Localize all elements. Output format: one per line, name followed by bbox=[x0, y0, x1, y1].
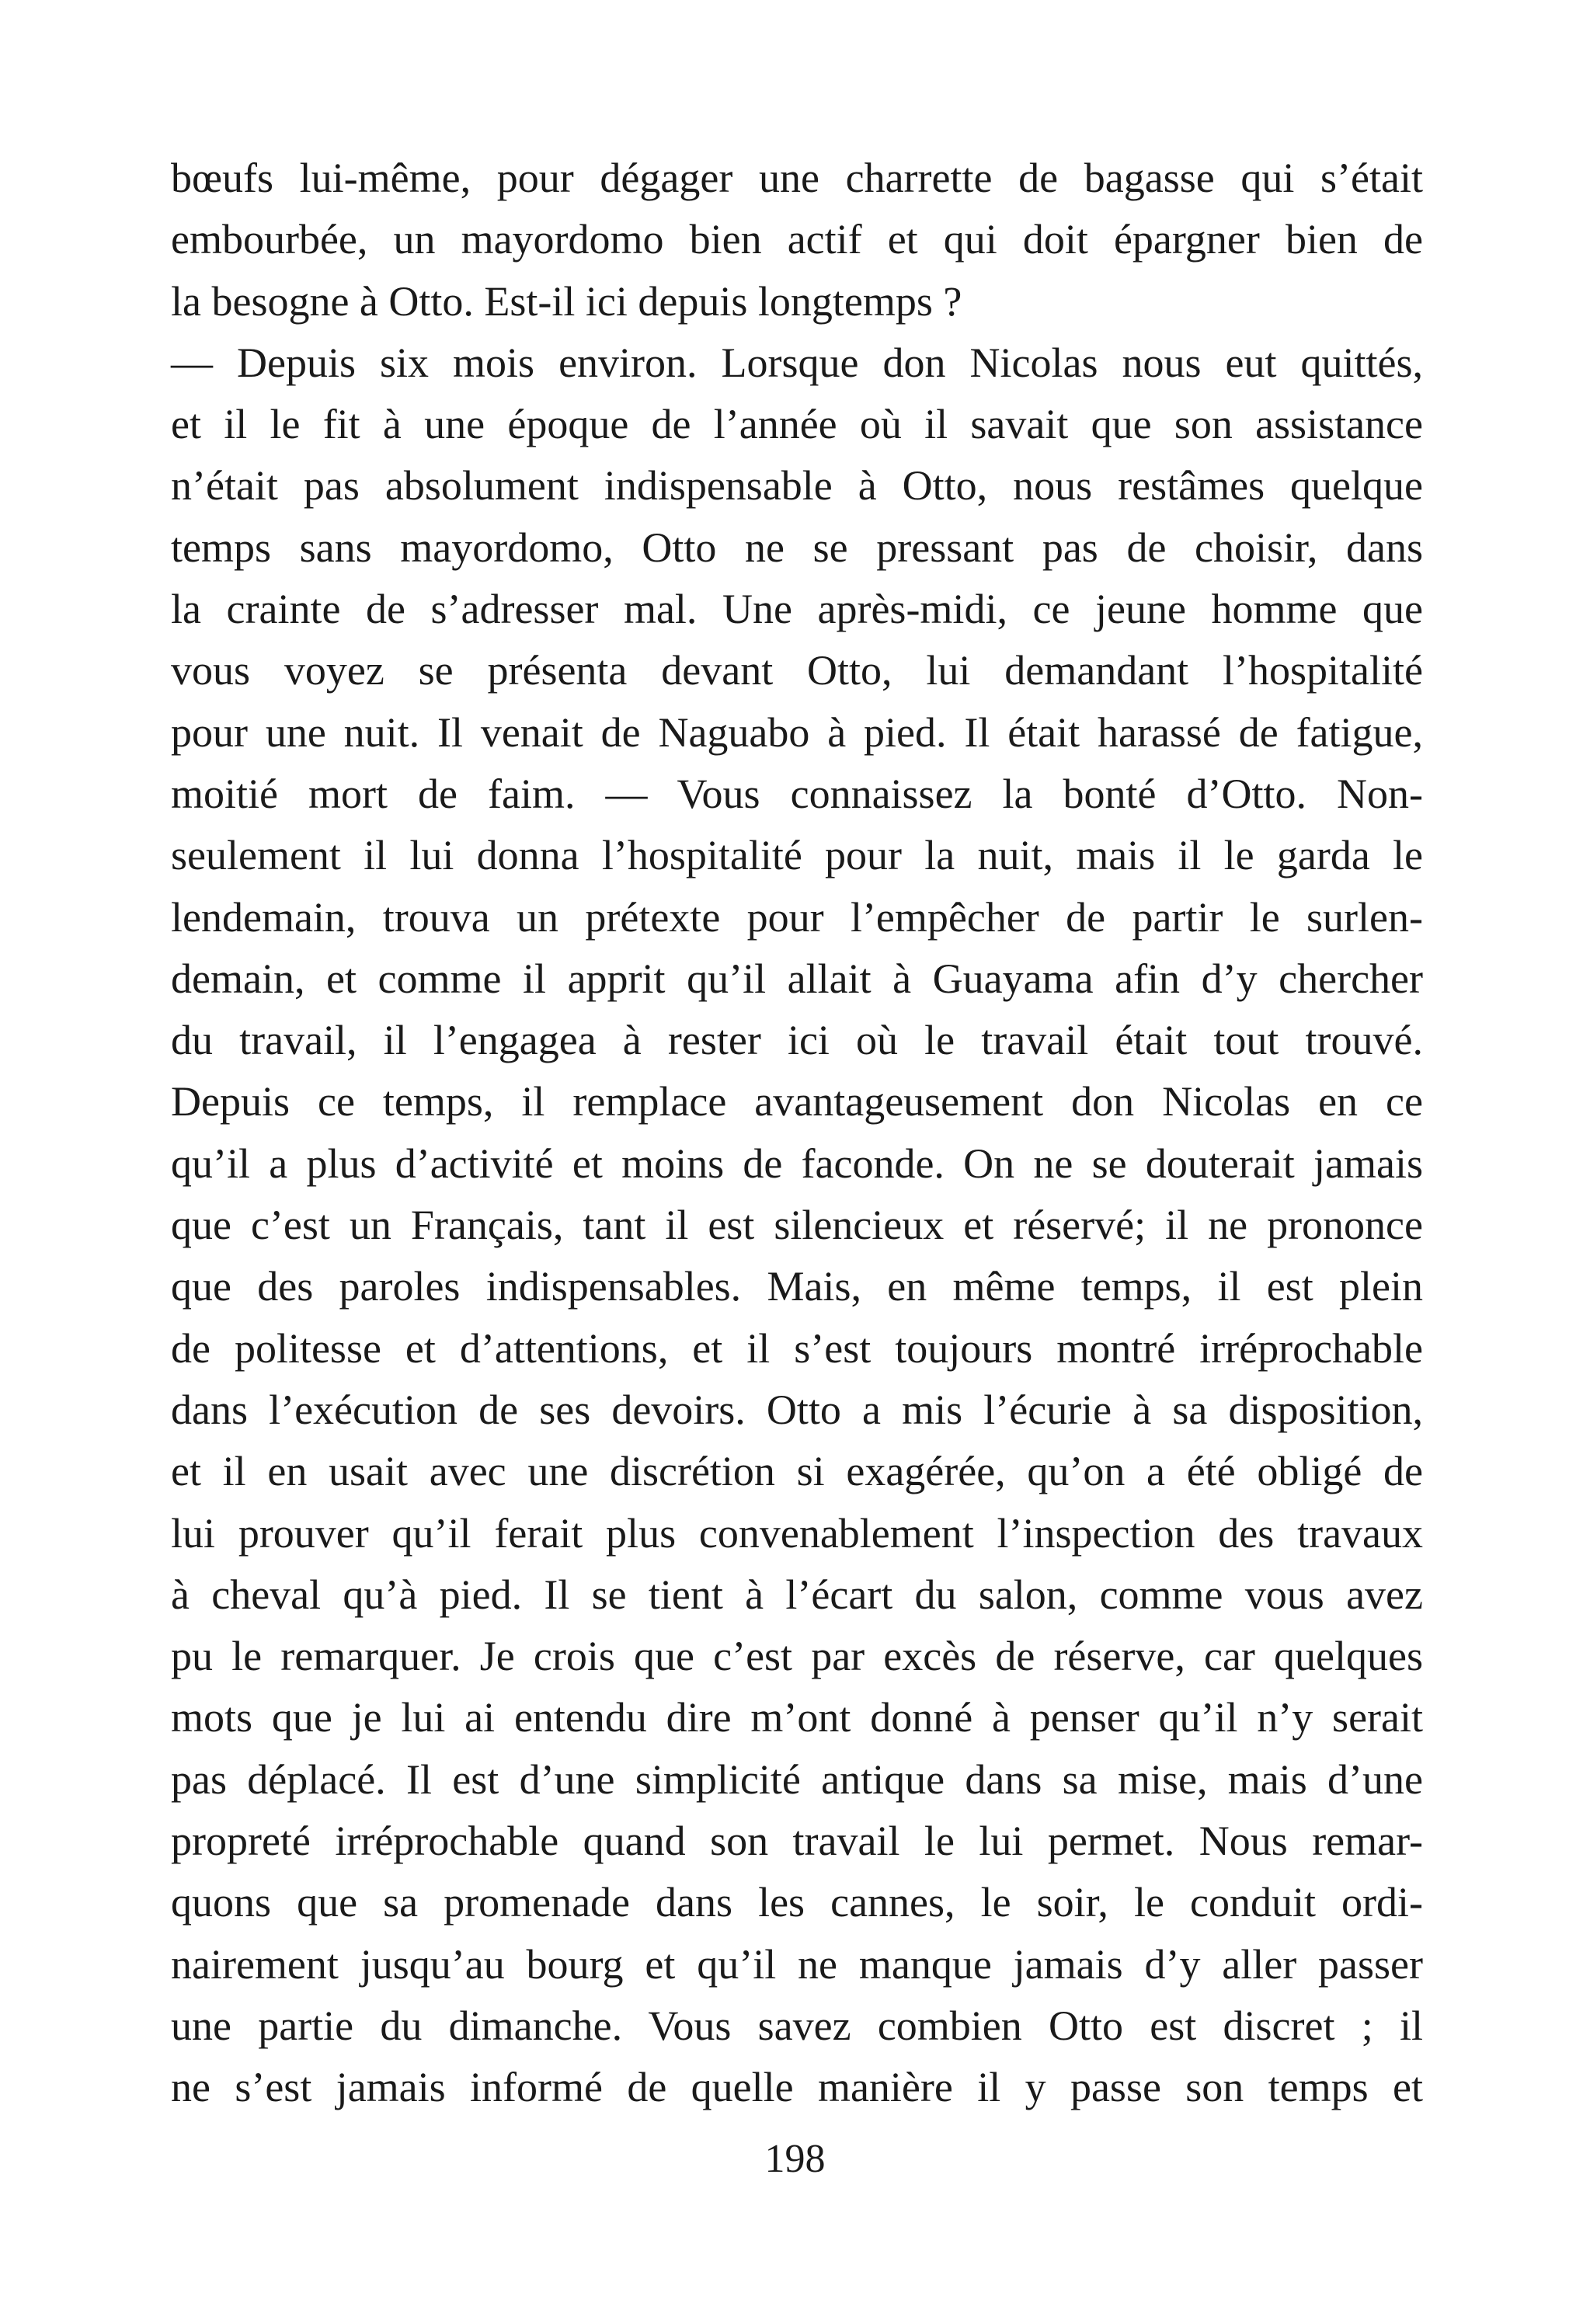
text-line: que des paroles indispensables. Mais, en même temps, il est plein bbox=[171, 1263, 1423, 1310]
text-line: de politesse et d’attentions, et il s’est toujours montré irréprochable bbox=[171, 1324, 1423, 1372]
text-line: propreté irréprochable quand son travail le lui permet. Nous remar- bbox=[171, 1818, 1423, 1865]
text-line: à cheval qu’à pied. Il se tient à l’écart du salon, comme vous avez bbox=[171, 1571, 1423, 1618]
page-number: 198 bbox=[764, 2137, 826, 2181]
text-line: pour une nuit. Il venait de Naguabo à pied. Il était harassé de fatigue, bbox=[171, 708, 1423, 756]
text-line: Depuis ce temps, il remplace avantageusement don Nicolas en ce bbox=[171, 1078, 1423, 1125]
text-line: bœufs lui-même, pour dégager une charrette de bagasse qui s’était bbox=[171, 155, 1423, 201]
text-line: seulement il lui donna l’hospitalité pour la nuit, mais il le garda le bbox=[171, 832, 1423, 879]
text-line: du travail, il l’engagea à rester ici où le travail était tout trouvé. bbox=[171, 1017, 1423, 1064]
text-line: une partie du dimanche. Vous savez combien Otto est discret ; il bbox=[171, 2002, 1423, 2049]
text-line: n’était pas absolument indispensable à Otto, nous restâmes quelque bbox=[171, 462, 1423, 510]
text-line: demain, et comme il apprit qu’il allait à Guayama afin d’y chercher bbox=[171, 955, 1423, 1002]
text-line: et il le fit à une époque de l’année où il savait que son assistance bbox=[171, 401, 1423, 448]
text-line: embourbée, un mayordomo bien actif et qui doit épargner bien de bbox=[171, 216, 1423, 263]
text-line: pu le remarquer. Je crois que c’est par excès de réserve, car quelques bbox=[171, 1633, 1423, 1680]
text-line: mots que je lui ai entendu dire m’ont donné à penser qu’il n’y serait bbox=[171, 1694, 1423, 1741]
text-line: temps sans mayordomo, Otto ne se pressant pas de choisir, dans bbox=[171, 524, 1423, 571]
text-line: la besogne à Otto. Est-il ici depuis longtemps ? bbox=[171, 277, 962, 325]
text-line: que c’est un Français, tant il est silencieux et réservé; il ne prononce bbox=[171, 1202, 1423, 1249]
text-line: lendemain, trouva un prétexte pour l’empêcher de partir le surlen- bbox=[171, 893, 1423, 941]
text-line: lui prouver qu’il ferait plus convenablement l’inspection des travaux bbox=[171, 1509, 1423, 1557]
text-line: quons que sa promenade dans les cannes, le soir, le conduit ordi- bbox=[171, 1879, 1423, 1926]
text-line: ne s’est jamais informé de quelle manière il y passe son temps et bbox=[171, 2064, 1423, 2111]
text-line: la crainte de s’adresser mal. Une après-midi, ce jeune homme que bbox=[171, 586, 1423, 633]
text-line: et il en usait avec une discrétion si exagérée, qu’on a été obligé de bbox=[171, 1448, 1423, 1495]
text-line: vous voyez se présenta devant Otto, lui demandant l’hospitalité bbox=[171, 647, 1423, 694]
text-line: — Depuis six mois environ. Lorsque don Nicolas nous eut quittés, bbox=[171, 339, 1423, 386]
text-line: moitié mort de faim. — Vous connaissez la bonté d’Otto. Non- bbox=[171, 770, 1423, 817]
body-text bbox=[171, 148, 1423, 2119]
text-line: dans l’exécution de ses devoirs. Otto a mis l’écurie à sa disposition, bbox=[171, 1386, 1423, 1433]
text-line: pas déplacé. Il est d’une simplicité antique dans sa mise, mais d’une bbox=[171, 1755, 1423, 1803]
text-line: nairement jusqu’au bourg et qu’il ne manque jamais d’y aller passer bbox=[171, 1940, 1423, 1988]
text-line: qu’il a plus d’activité et moins de faconde. On ne se douterait jamais bbox=[171, 1139, 1423, 1187]
